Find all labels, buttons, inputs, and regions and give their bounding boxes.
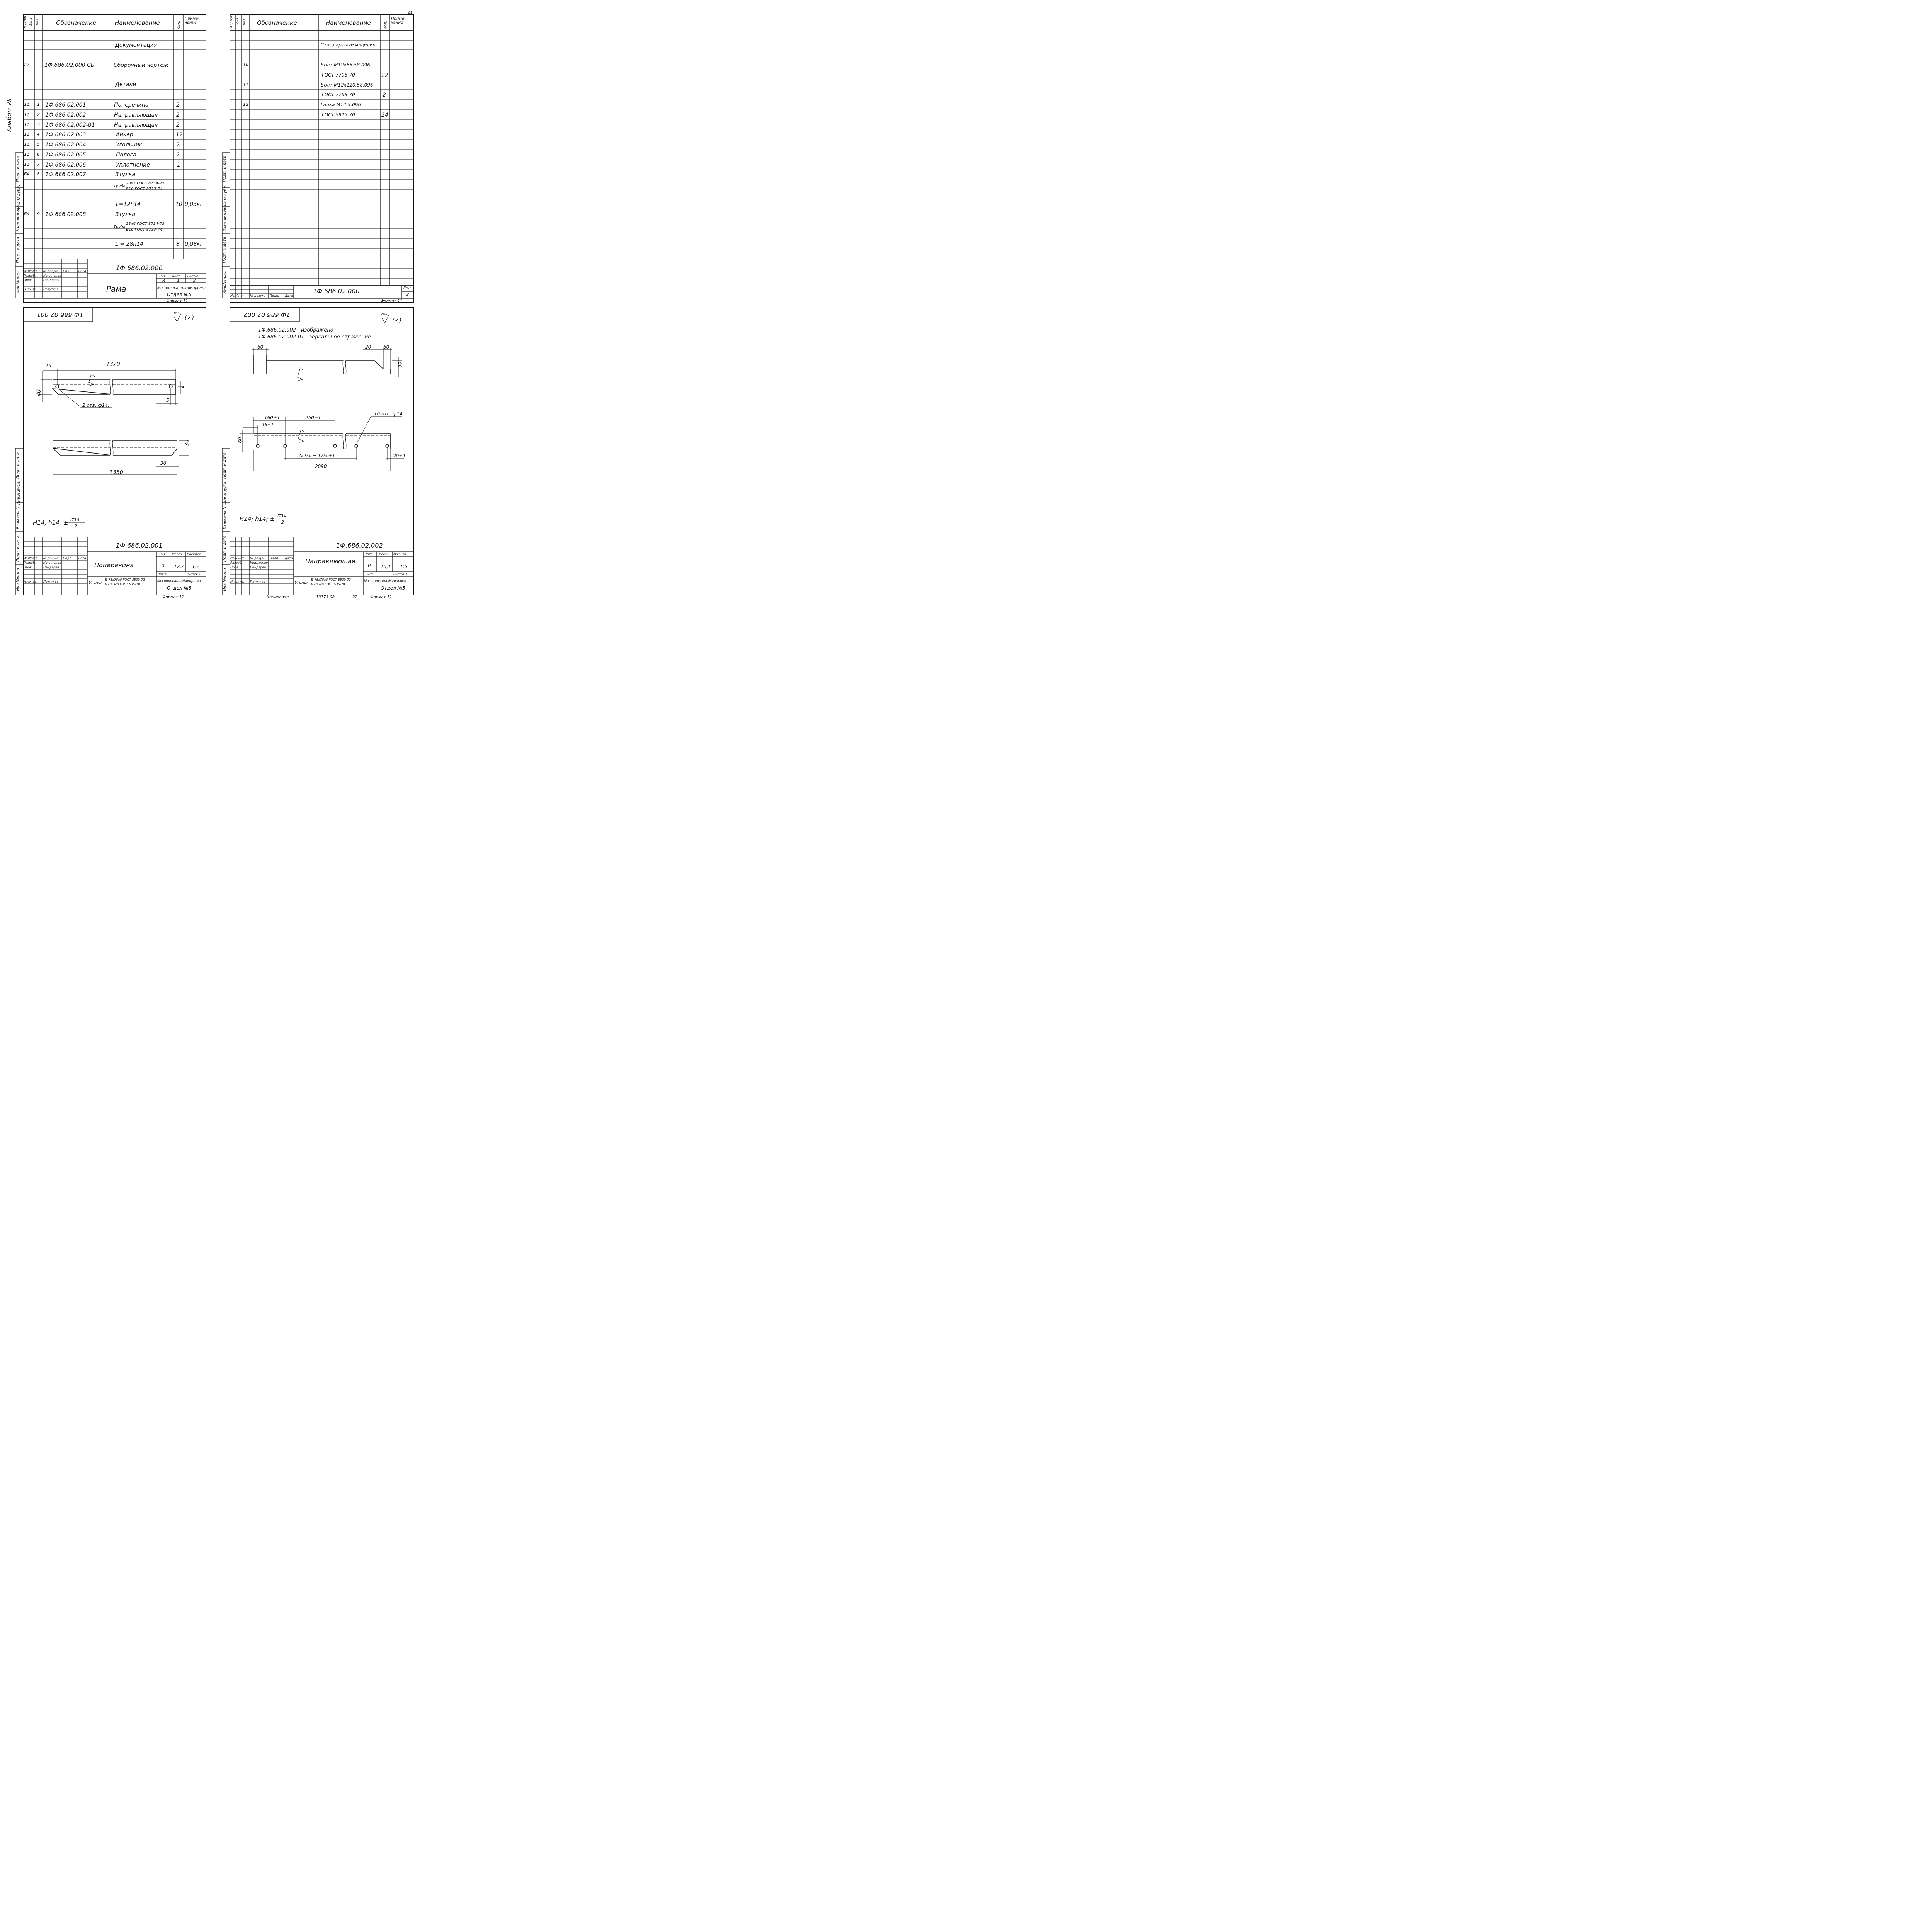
listov-value: 2 (193, 279, 196, 283)
row-prov: Пров. (230, 566, 240, 569)
tolerance-numerator: IT14 (277, 514, 287, 519)
prov-name: Пендерев (43, 278, 60, 282)
header-note: Приме-чание (185, 17, 199, 25)
footer-format: Формат 11 (370, 595, 392, 599)
side-label-podp: Подп. и дата (16, 155, 20, 182)
name: Детали (115, 82, 136, 88)
side-label-vzam: Взам.инв.N (223, 209, 227, 232)
row-nkontr: Н.контр. (24, 580, 37, 583)
col-izm: Изм (230, 294, 237, 298)
qty: 24 (381, 112, 388, 118)
scale-header: Масшта (393, 553, 406, 556)
dim-60a: 60 (257, 344, 264, 350)
pos: 9 (37, 211, 40, 216)
mirrored-code: 1Ф.686.02.002 (243, 311, 290, 318)
note: 0,08кг (185, 241, 203, 247)
dim-30b: 30 (160, 461, 167, 466)
listov-text: Листов 1 (186, 573, 201, 576)
lit-value: И (368, 564, 371, 568)
row-razrab: Разраб. (24, 274, 36, 277)
qty: 1 (177, 162, 180, 168)
dim-20: 20 (365, 344, 371, 350)
col-list: Лист (236, 294, 244, 298)
dim-5a: 5 (181, 385, 187, 388)
pipe-top: 28х6 ГОСТ 8734-75 (126, 222, 165, 226)
designation: 1Ф.686.02.003 (45, 132, 86, 138)
col-podp: Подп. (63, 556, 73, 560)
header-qty: Кол. (383, 20, 388, 30)
side-label-dubl: Инв.N дубл. (17, 480, 21, 505)
row-prov: Пров. (24, 566, 33, 569)
mirrored-code: 1Ф.686.02.001 (37, 311, 83, 318)
material-bottom: В Ст3сп ГОСТ 535-79 (311, 583, 345, 586)
dim-1350: 1350 (109, 469, 123, 476)
format: 11 (24, 162, 29, 167)
note-depicted: 1Ф.686.02.002 - изображено (258, 327, 333, 333)
lit-value: И (162, 564, 165, 568)
col-podp: Подп. (270, 556, 279, 560)
name: Анкер (116, 132, 133, 138)
nkontr-name: Потутков (43, 580, 59, 583)
header-format: Формат (230, 15, 233, 28)
nkontr-name: Потутков (43, 287, 59, 291)
organization: МосводоканалНиипроект (157, 579, 201, 583)
tolerance-note: H14; h14; ± (240, 515, 275, 522)
side-label-vzam: Взам.инв.N (16, 209, 20, 232)
format: Б4 (24, 211, 30, 216)
side-label-podp: Подп. и дата (223, 452, 227, 479)
side-label-podp2: Подп. и дата (223, 236, 227, 264)
listov-header: Листов (187, 274, 199, 278)
page-number: 21 (408, 10, 413, 15)
name: ГОСТ 7798-70 (322, 72, 355, 78)
list-value: 1 (177, 279, 180, 283)
side-label-podp: Подп. и дата (16, 452, 20, 479)
roughness-check: (✓) (185, 314, 194, 321)
name: ГОСТ 5915-70 (322, 112, 355, 117)
col-list: Лист (29, 269, 37, 273)
razrab-name: Криничная (43, 561, 61, 565)
copied-label: Копировал (267, 595, 289, 599)
col-izm: Изм (24, 269, 30, 273)
name: Полоса (116, 152, 136, 158)
lit-header: Лит. (159, 274, 167, 278)
format: 11 (24, 112, 29, 117)
col-doc: № докум. (250, 556, 265, 560)
mass-value: 18,1 (381, 564, 391, 569)
name: Направляющая (114, 122, 158, 128)
razrab-name: Криничная (250, 561, 268, 565)
col-list: Лист (236, 556, 244, 560)
pos: 3 (37, 122, 40, 127)
nkontr-name: Потутков (250, 580, 265, 583)
lit-header: Лит. (159, 553, 167, 556)
organization: Мосводоканалниипроект (157, 286, 206, 290)
tolerance-numerator: IT14 (70, 517, 80, 522)
department: Отдел №5 (381, 585, 405, 591)
qty: 2 (176, 102, 180, 108)
col-data: Дата (78, 269, 86, 273)
format: 11 (24, 102, 29, 107)
holes-label: 2 отв. ф14. (82, 403, 109, 408)
list-header: Лист (172, 274, 180, 278)
dim-60b: 60 (383, 344, 389, 350)
header-designation: Обозначение (257, 19, 298, 26)
designation: 1Ф.686.02.007 (45, 172, 86, 178)
pipe-prefix: Труба (114, 225, 126, 229)
header-qty: Кол. (177, 20, 181, 30)
header-name: Наименование (115, 19, 160, 26)
pos: 6 (37, 152, 40, 157)
designation: 1Ф.686.02.005 (45, 152, 86, 158)
header-pos: Поз. (35, 18, 39, 25)
roughness-label: Rz80 (381, 313, 388, 316)
part-name: Поперечина (94, 561, 134, 569)
pos: 5 (37, 142, 40, 147)
designation: 1Ф.686.02.002-01 (45, 122, 95, 128)
col-data: Дата (285, 556, 293, 560)
row-nkontr: Н.контр. (230, 580, 244, 583)
format: 11 (24, 142, 29, 147)
name: Гайка М12.5.096 (321, 102, 361, 107)
organization: МосводоканалНиипроек (364, 579, 406, 583)
dim-1750: 7х250 = 1750±1 (298, 453, 335, 458)
pos: 1 (37, 102, 40, 107)
document-code: 1Ф.686.02.001 (116, 542, 163, 549)
designation: 1Ф.686.02.000 СБ (44, 62, 95, 68)
document-code: 1Ф.686.02.000 (313, 287, 360, 295)
pipe-top: 20х3 ГОСТ 8734-75 (126, 181, 165, 185)
format: 11 (24, 122, 29, 127)
col-list: Лист (29, 556, 37, 560)
header-format: Формат (23, 15, 27, 28)
lit-header: Лит. (366, 553, 373, 556)
qty: 22 (381, 72, 388, 78)
holes-label: 10 отв. ф14 (374, 411, 403, 417)
drawing-linework (0, 0, 424, 600)
row-razrab: Разраб. (230, 561, 243, 565)
col-izm: Изм (230, 556, 237, 560)
roughness-label: Rz80 (173, 311, 180, 315)
tolerance-denominator: 2 (74, 524, 77, 529)
side-label-vzam: Взам.инв.N (16, 506, 20, 529)
note-mirror: 1Ф.686.02.002-01 - зеркальное отражение (258, 334, 371, 340)
name: Болт М12х120.58.096 (321, 82, 373, 88)
name: Уплотнение (116, 162, 150, 168)
side-label-dubl: Инв.N дубл. (17, 185, 21, 209)
pos: 2 (37, 112, 40, 117)
format-label: Формат 11 (166, 299, 188, 303)
qty: 8 (176, 241, 180, 247)
prov-name: Пендерев (43, 566, 60, 569)
note: 0,03кг (185, 201, 203, 207)
header-pos: Поз. (242, 18, 246, 25)
list-value: 2 (406, 293, 409, 297)
page-number-footer: 22 (352, 595, 357, 599)
row-nkontr: Н.контр. (24, 287, 37, 291)
side-label-dubl: Инв.N дубл. (223, 185, 228, 209)
side-label-podp2: Подп. и дата (16, 236, 20, 264)
material-label: Уголок (89, 581, 103, 585)
col-data: Дата (285, 294, 293, 298)
qty: 2 (176, 122, 180, 128)
list-text: Лист (158, 573, 167, 576)
name: Стандартные изделия (321, 42, 376, 48)
side-label-podp: Подп. и дата (223, 155, 227, 182)
razrab-name: Криничная (43, 274, 61, 277)
side-label-inv: Инв.№подл (223, 270, 227, 294)
scale-header: Масштаб (187, 553, 202, 556)
name: Угольник (116, 142, 143, 148)
pos: 7 (37, 162, 40, 167)
dim-5b: 5 (166, 398, 169, 403)
dim-15: 15±1 (262, 422, 274, 427)
prov-name: Пендерев (250, 566, 266, 569)
side-label-vzam: Взам.инв.N (223, 506, 227, 529)
dim-40: 40 (36, 389, 42, 396)
name: Болт М12х55.58.096 (321, 62, 370, 68)
qty: 2 (176, 152, 180, 158)
tolerance-note: H14; h14; ± (33, 519, 68, 526)
name: Направляющая (114, 112, 158, 118)
side-label-inv: Инв.№подл (223, 568, 227, 591)
document-code: 1Ф.686.02.000 (116, 264, 163, 272)
name: ГОСТ 7798-70 (322, 92, 355, 97)
qty: 2 (176, 142, 180, 148)
list-header: Лист (403, 286, 412, 289)
material-label: Уголок (295, 581, 309, 585)
name: Поперечина (114, 102, 149, 108)
album-label: Альбом VII (5, 98, 13, 132)
format: Б4 (24, 172, 30, 177)
col-doc: № докум. (43, 556, 59, 560)
part-name: Направляющая (305, 558, 355, 565)
part-name: Рама (106, 284, 126, 294)
material-top: Б-75х75х8 ГОСТ 8509-72 (311, 578, 351, 582)
qty: 2 (176, 112, 180, 118)
dim-15: 15 (46, 363, 52, 368)
side-label-podp2: Подп. и дата (223, 535, 227, 562)
archive-number: 13173-08 (316, 595, 335, 599)
pos: 12 (243, 102, 248, 107)
col-podp: Подп. (270, 294, 279, 298)
tolerance-denominator: 2 (281, 520, 284, 525)
format-label: Формат 11 (162, 595, 184, 599)
material-bottom: В Ст 3сп ГОСТ 535-79 (105, 583, 140, 586)
pipe-prefix: Труба (114, 184, 126, 189)
qty: 10 (175, 201, 182, 207)
pos: 4 (37, 132, 40, 137)
name: Сборочный чертеж (114, 62, 168, 68)
side-label-podp2: Подп. и дата (16, 535, 20, 562)
department: Отдел №5 (167, 292, 192, 297)
header-designation: Обозначение (56, 19, 97, 26)
row-prov: Пров. (24, 278, 33, 282)
header-name: Наименование (326, 19, 371, 26)
pipe-bottom: В10 ГОСТ 8733-74 (126, 228, 163, 232)
header-note: Приме-чание (391, 17, 406, 25)
pos: 11 (243, 82, 248, 87)
format: 11 (24, 132, 29, 137)
dim-1320: 1320 (106, 361, 120, 367)
side-label-dubl: Инв.N дубл. (223, 480, 228, 505)
dim-2090: 2090 (315, 464, 327, 469)
dim-30: 30 (397, 362, 403, 368)
name: Втулка (115, 211, 136, 218)
scale-value: 1:2 (192, 564, 200, 569)
col-izm: Изм (24, 556, 30, 560)
row-razrab: Разраб. (24, 561, 36, 565)
dim-60c: 60 (237, 437, 243, 443)
roughness-check: (✓) (392, 317, 402, 324)
dim-250: 250±1 (305, 415, 321, 420)
mass-value: 12,2 (174, 564, 184, 569)
material-top: Б-75х75х8 ГОСТ 8509-72 (105, 578, 145, 582)
dim-20b: 20±1 (393, 453, 406, 459)
mass-header: Масса (379, 553, 389, 556)
name: L=12h14 (116, 201, 141, 207)
side-label-inv: Инв.№подл (16, 568, 20, 591)
list-text: Лист (365, 573, 373, 576)
designation: 1Ф.686.02.004 (45, 142, 86, 148)
pos: 8 (37, 172, 40, 177)
format-label: Формат 11 (381, 299, 403, 303)
col-data: Дата (78, 556, 86, 560)
department: Отдел №5 (167, 585, 192, 591)
designation: 1Ф.686.02.006 (45, 162, 86, 168)
col-doc: № докум. (250, 294, 265, 298)
scale-value: 1:5 (400, 564, 408, 569)
dim-30a: 30 (184, 440, 190, 446)
format: 22 (24, 62, 29, 67)
col-doc: № докум. (43, 269, 59, 273)
name: Документация (115, 42, 157, 48)
designation: 1Ф.686.02.001 (45, 102, 86, 108)
listov-text: Листов 1 (393, 573, 408, 576)
pos: 10 (243, 62, 248, 67)
dim-160: 160±1 (264, 415, 280, 420)
designation: 1Ф.686.02.002 (45, 112, 86, 118)
header-zone: Зона (236, 17, 240, 26)
name: Втулка (115, 172, 136, 178)
designation: 1Ф.686.02.008 (45, 211, 86, 218)
format: 11 (24, 152, 29, 157)
mass-header: Масса (172, 553, 182, 556)
col-podp: Подп. (63, 269, 73, 273)
lit-value: И (162, 279, 165, 283)
qty: 2 (383, 92, 386, 98)
document-code: 1Ф.686.02.002 (336, 542, 383, 549)
name: L = 28h14 (115, 241, 143, 247)
qty: 12 (176, 132, 183, 138)
pipe-bottom: В10 ГОСТ 8733-74 (126, 187, 163, 191)
header-zone: Зона (29, 17, 33, 26)
side-label-inv: Инв.№подл (16, 270, 20, 294)
